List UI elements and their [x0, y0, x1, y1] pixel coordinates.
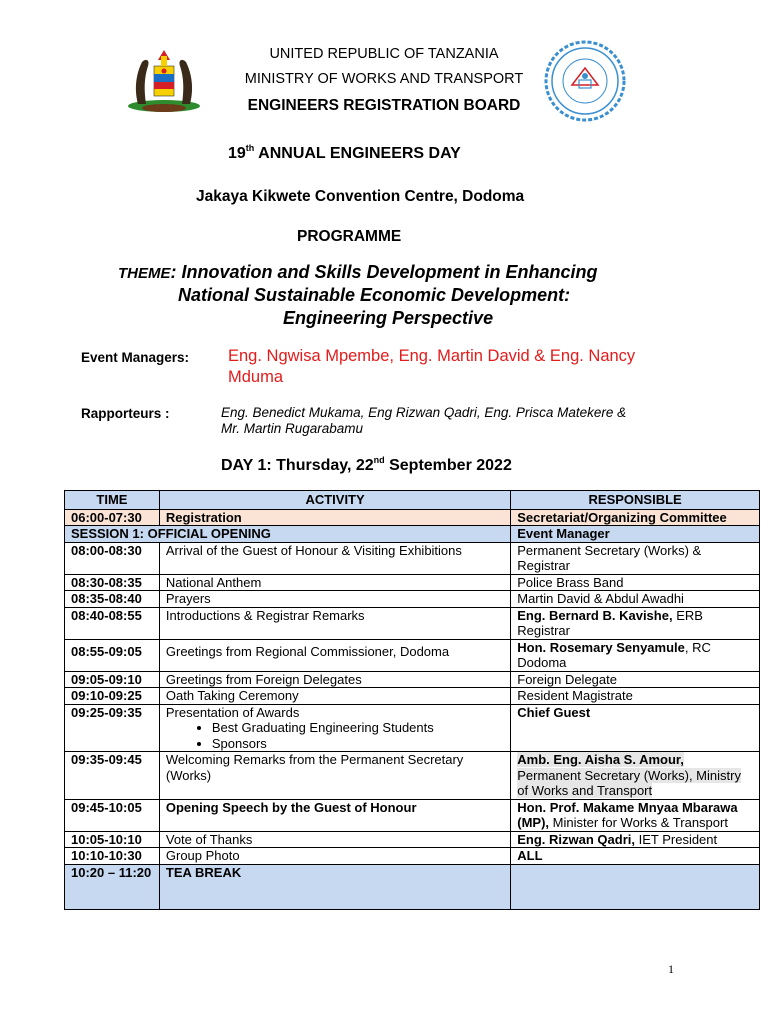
table-row: 09:05-09:10 Greetings from Foreign Delegates Foreign Delegate [65, 671, 760, 688]
ministry-heading: MINISTRY OF WORKS AND TRANSPORT [244, 71, 524, 87]
programme-heading: PROGRAMME [297, 228, 402, 245]
table-row: 09:10-09:25 Oath Taking Ceremony Resident Magistrate [65, 688, 760, 705]
table-row: 08:55-09:05 Greetings from Regional Commissioner, Dodoma Hon. Rosemary Senyamule, RC Dodoma [65, 639, 760, 671]
rapporteurs-line-2: Mr. Martin Rugarabamu [221, 421, 364, 436]
session-row: SESSION 1: OFFICIAL OPENING Event Manager [65, 526, 760, 543]
table-row: 06:00-07:30 Registration Secretariat/Organizing Committee [65, 509, 760, 526]
table-row: 09:25-09:35 Presentation of Awards • Best Graduating Engineering Students • Sponsors Chief Guest [65, 704, 760, 752]
header-activity: ACTIVITY [159, 491, 510, 510]
table-row: 09:35-09:45 Welcoming Remarks from the Permanent Secretary (Works) Amb. Eng. Aisha S. Amour, Permanent Secretary (Works), Ministry of Works and Transport [65, 752, 760, 800]
theme-line-1: THEME: Innovation and Skills Development in Enhancing [118, 262, 598, 282]
list-item: • Sponsors [212, 736, 504, 752]
list-item: • Best Graduating Engineering Students [212, 720, 504, 736]
page-number: 1 [668, 962, 674, 976]
rapporteurs-line-1: Eng. Benedict Mukama, Eng Rizwan Qadri, Eng. Prisca Matekere & [221, 405, 627, 420]
event-venue: Jakaya Kikwete Convention Centre, Dodoma [196, 188, 525, 205]
header-responsible: RESPONSIBLE [511, 491, 760, 510]
theme-line-3: Engineering Perspective [283, 308, 494, 328]
table-row: 08:00-08:30 Arrival of the Guest of Honour & Visiting Exhibitions Permanent Secretary (Works) & Registrar [65, 542, 760, 574]
event-managers-label: Event Managers: [81, 350, 190, 365]
table-row: 10:05-10:10 Vote of Thanks Eng. Rizwan Qadri, IET President [65, 831, 760, 848]
event-title: 19th ANNUAL ENGINEERS DAY [228, 143, 461, 162]
table-row: 09:45-10:05 Opening Speech by the Guest of Honour Hon. Prof. Makame Mnyaa Mbarawa (MP), Minister for Works & Transport [65, 799, 760, 831]
event-managers-line-1: Eng. Ngwisa Mpembe, Eng. Martin David & Eng. Nancy [228, 347, 636, 365]
header-time: TIME [65, 491, 160, 510]
day-heading: DAY 1: Thursday, 22nd September 2022 [221, 455, 512, 474]
country-heading: UNITED REPUBLIC OF TANZANIA [269, 46, 499, 62]
table-row: 08:35-08:40 Prayers Martin David & Abdul Awadhi [65, 591, 760, 608]
table-row: 08:40-08:55 Introductions & Registrar Remarks Eng. Bernard B. Kavishe, ERB Registrar [65, 607, 760, 639]
table-row: 10:20 – 11:20 TEA BREAK [65, 864, 760, 909]
theme-label: THEME [118, 265, 171, 282]
theme-line-2: National Sustainable Economic Development: [178, 285, 571, 305]
programme-table [64, 490, 760, 910]
board-heading: ENGINEERS REGISTRATION BOARD [247, 97, 521, 114]
table-header-row [65, 491, 760, 510]
event-managers-line-2: Mduma [228, 368, 284, 386]
table-row: 10:10-10:30 Group Photo ALL [65, 848, 760, 865]
rapporteurs-label: Rapporteurs : [81, 406, 170, 421]
table-row: 08:30-08:35 National Anthem Police Brass Band [65, 574, 760, 591]
